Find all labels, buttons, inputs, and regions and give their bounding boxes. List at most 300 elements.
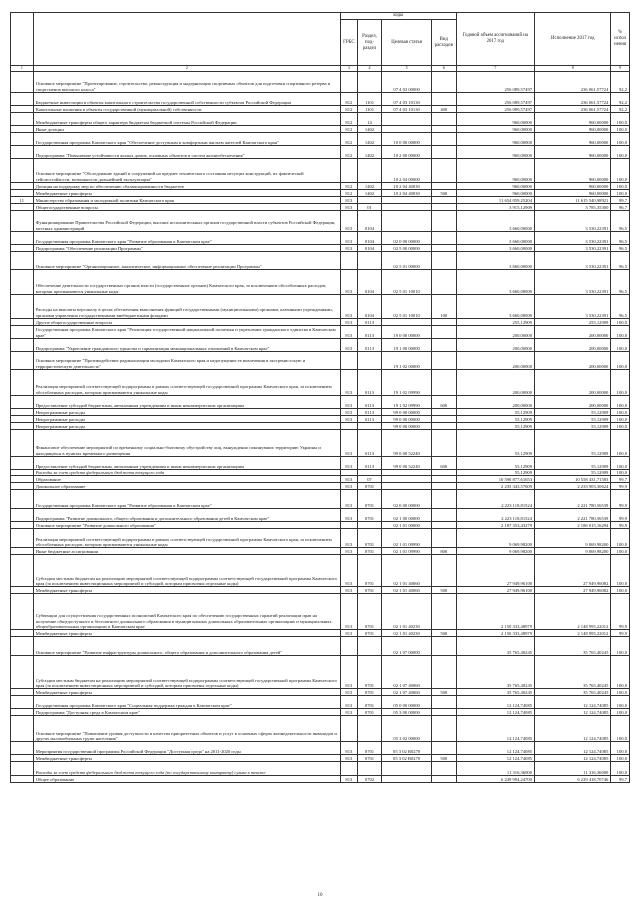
row-grbs: 813 [341, 295, 358, 319]
row-budget: 11 316,36000 [456, 762, 534, 776]
row-expense-type [431, 656, 456, 689]
row-target [382, 204, 432, 211]
row-expense-type [431, 483, 456, 490]
row-grbs: 812 [341, 146, 358, 159]
table-body [11, 72, 630, 783]
row-number [11, 742, 34, 755]
row-name: Субвенции для осуществления государственных полномочий Камчатского края по обеспечению государственных гарантий реализации прав на получение общедоступного и бесплатного дошкольного образования в муниципальных дошкольных образовательных организациях и муниципальных общеобразовательных организациях в Камчатском крае [33, 594, 340, 630]
row-budget: 200,00000 [456, 396, 534, 409]
row-percent: 100,0 [611, 689, 630, 696]
row-execution: 255,12909 [535, 319, 611, 326]
table-row [11, 245, 630, 252]
row-grbs [341, 252, 358, 270]
row-budget: 960,00000 [456, 159, 534, 183]
row-section: 0113 [357, 339, 382, 352]
col-num: 5 [382, 66, 432, 72]
row-section: 0104 [357, 270, 382, 295]
row-name: Межбюджетные трансферты [33, 190, 340, 197]
col-num: 9 [611, 66, 630, 72]
row-percent: 100,0 [611, 555, 630, 587]
row-expense-type [431, 352, 456, 370]
row-name: Основное мероприятие "Обследование зданий и сооружений на предмет технического состояния несущих конструкций, их фактической сейсмостойкости, возможности дальнейшей эксплуатации" [33, 159, 340, 183]
row-name: Межбюджетные трансферты [33, 630, 340, 637]
row-grbs: 813 [341, 709, 358, 716]
table-row [11, 716, 630, 742]
row-section: 0701 [357, 594, 382, 630]
row-name: Подпрограмма "Обеспечение реализации Программы" [33, 245, 340, 252]
row-section: 01 [357, 204, 382, 211]
row-target: 07 4 03 10130 [382, 106, 432, 113]
table-row [11, 416, 630, 423]
row-grbs: 813 [341, 630, 358, 637]
row-percent: 100,0 [611, 326, 630, 339]
row-number [11, 326, 34, 339]
row-section: 0701 [357, 555, 382, 587]
row-number [11, 204, 34, 211]
row-section: 0701 [357, 509, 382, 522]
row-expense-type [431, 430, 456, 457]
row-percent: 100,0 [611, 319, 630, 326]
row-name: Субсидии местным бюджетам на реализацию мероприятий соответствующей подпрограммы соответствующей государственной программы Камчатского края (за исключением инвестиционных мероприятий и субсидий, которым присвоены отдельные коды) [33, 555, 340, 587]
row-target: 19 0 00 00000 [382, 326, 432, 339]
row-budget: 256 089,57497 [456, 106, 534, 113]
row-target [382, 197, 432, 204]
row-number [11, 522, 34, 529]
row-expense-type [431, 252, 456, 270]
row-name: Подпрограмма "Развитие дошкольного, общего образования и дополнительного образования детей в Камчатском крае" [33, 509, 340, 522]
row-budget: 2 223 118,81524 [456, 490, 534, 509]
row-section: 0701 [357, 490, 382, 509]
row-percent: 100,0 [611, 133, 630, 146]
row-target: 02 1 01 09990 [382, 529, 432, 548]
row-name: Министерство образования и молодежной политики Камчатского края [33, 197, 340, 204]
row-target: 02 1 07 00000 [382, 637, 432, 656]
row-grbs: 813 [341, 457, 358, 470]
row-budget: 3 660,00000 [456, 232, 534, 245]
row-expense-type [431, 696, 456, 709]
row-grbs: 813 [341, 476, 358, 483]
row-execution: 55,12909 [535, 423, 611, 430]
row-budget: 3 660,00000 [456, 245, 534, 252]
row-section: 1402 [357, 126, 382, 133]
row-budget: 960,00000 [456, 133, 534, 146]
row-budget: 960,00000 [456, 146, 534, 159]
row-expense-type [431, 270, 456, 295]
row-budget: 11 654 059,25204 [456, 197, 534, 204]
row-execution: 236 061,57724 [535, 106, 611, 113]
row-target: 10 2 04 00000 [382, 159, 432, 183]
row-execution: 2 221 780,56539 [535, 509, 611, 522]
row-percent: 100,0 [611, 457, 630, 470]
row-grbs [341, 159, 358, 183]
row-grbs: 813 [341, 689, 358, 696]
row-grbs [341, 716, 358, 742]
row-percent: 100,0 [611, 409, 630, 416]
row-grbs: 813 [341, 339, 358, 352]
row-target: 19 1 02 09990 [382, 396, 432, 409]
row-expense-type [431, 709, 456, 716]
row-expense-type [431, 594, 456, 630]
row-name: Государственная программа Камчатского края "Социальная поддержка граждан в Камчатском крае" [33, 696, 340, 709]
row-execution: 35 765,40245 [535, 689, 611, 696]
row-section: 1402 [357, 146, 382, 159]
row-execution: 35 765,40245 [535, 656, 611, 689]
table-row [11, 126, 630, 133]
row-budget: 9 069,98200 [456, 529, 534, 548]
row-number [11, 190, 34, 197]
row-percent: 100,0 [611, 416, 630, 423]
table-row [11, 594, 630, 630]
row-name: Основное мероприятие "Развитие инфраструктуры дошкольного, общего образования и дополнительного образования детей" [33, 637, 340, 656]
row-grbs: 813 [341, 548, 358, 555]
row-number [11, 370, 34, 396]
row-name: Бюджетные инвестиции в объекты капитального строительства государственной собственности субъектов Российской Федерации [33, 93, 340, 106]
row-expense-type [431, 416, 456, 423]
row-name: Непрограммные расходы [33, 416, 340, 423]
row-execution: 236 061,57724 [535, 93, 611, 106]
row-target: 02 1 01 40060 [382, 555, 432, 587]
row-percent: 100,0 [611, 587, 630, 594]
row-expense-type [431, 555, 456, 587]
row-expense-type [431, 776, 456, 783]
table-row [11, 190, 630, 197]
row-section: 0113 [357, 416, 382, 423]
row-budget: 200,00000 [456, 339, 534, 352]
row-budget: 35 765,40245 [456, 637, 534, 656]
row-percent: 100,0 [611, 716, 630, 742]
row-number [11, 529, 34, 548]
row-number [11, 416, 34, 423]
row-section [357, 72, 382, 93]
row-budget: 55,12909 [456, 416, 534, 423]
row-percent: 100,0 [611, 190, 630, 197]
row-percent: 100,0 [611, 352, 630, 370]
row-section: 0113 [357, 319, 382, 326]
row-name: Общее образование [33, 776, 340, 783]
row-percent: 100,0 [611, 470, 630, 476]
row-budget: 960,00000 [456, 183, 534, 190]
row-grbs: 812 [341, 133, 358, 146]
row-target: 10 0 00 00000 [382, 133, 432, 146]
row-expense-type [431, 197, 456, 204]
table-row [11, 529, 630, 548]
table-row [11, 204, 630, 211]
row-number [11, 716, 34, 742]
row-name: Функционирование Правительства Российской Федерации, высших исполнительных органов государственной власти субъектов Российской Федерации, местных администраций [33, 211, 340, 232]
row-grbs: 813 [341, 696, 358, 709]
row-number [11, 232, 34, 245]
row-number [11, 656, 34, 689]
row-section: 1101 [357, 93, 382, 106]
table-row [11, 113, 630, 126]
row-expense-type [431, 146, 456, 159]
row-budget: 255,12909 [456, 319, 534, 326]
row-percent: 92,2 [611, 93, 630, 106]
row-grbs: 813 [341, 755, 358, 762]
row-target: 05 3 02 00000 [382, 716, 432, 742]
table-row [11, 352, 630, 370]
row-target: 02 1 01 40230 [382, 594, 432, 630]
table-row [11, 409, 630, 416]
row-section: 0701 [357, 689, 382, 696]
row-grbs: 812 [341, 113, 358, 126]
row-section: 14 [357, 113, 382, 126]
row-grbs: 812 [341, 126, 358, 133]
header-execution: Исполнение 2017 год [535, 13, 611, 66]
row-target [382, 483, 432, 490]
budget-table [10, 12, 630, 783]
row-target: 10 2 04 40030 [382, 183, 432, 190]
row-grbs: 813 [341, 232, 358, 245]
row-expense-type: 500 [431, 689, 456, 696]
row-section: 0104 [357, 245, 382, 252]
col-num: 2 [33, 66, 340, 72]
row-grbs: 813 [341, 270, 358, 295]
row-number [11, 555, 34, 587]
row-target: 02 1 01 09990 [382, 548, 432, 555]
row-percent: 99,9 [611, 509, 630, 522]
row-section [357, 716, 382, 742]
row-target [382, 113, 432, 126]
row-expense-type: 400 [431, 106, 456, 113]
row-section [357, 762, 382, 776]
row-grbs: 813 [341, 416, 358, 423]
header-target: Целевая статья [382, 20, 432, 66]
row-expense-type [431, 319, 456, 326]
row-number [11, 409, 34, 416]
row-expense-type [431, 93, 456, 106]
table-row [11, 689, 630, 696]
row-number [11, 295, 34, 319]
row-expense-type: 100 [431, 295, 456, 319]
row-budget: 12 124,74085 [456, 742, 534, 755]
row-grbs: 813 [341, 204, 358, 211]
row-name: Образование [33, 476, 340, 483]
row-section: 0113 [357, 457, 382, 470]
row-number [11, 72, 34, 93]
row-target: 02 1 01 40060 [382, 587, 432, 594]
row-percent: 92,2 [611, 106, 630, 113]
row-number [11, 483, 34, 490]
row-expense-type [431, 204, 456, 211]
row-number [11, 339, 34, 352]
row-expense-type [431, 232, 456, 245]
row-name: Реализация мероприятий соответствующей подпрограммы в рамках соответствующей государственной программы Камчатского края, за исключением обособленных расходов, которым присваиваются уникальные коды [33, 370, 340, 396]
table-row [11, 295, 630, 319]
row-section: 0113 [357, 396, 382, 409]
table-row [11, 197, 630, 204]
row-number [11, 457, 34, 470]
row-percent: 100,0 [611, 755, 630, 762]
row-percent: 100,0 [611, 656, 630, 689]
row-target: 19 1 02 00000 [382, 352, 432, 370]
row-number [11, 762, 34, 776]
row-name: Реализация мероприятий соответствующей подпрограммы в рамках соответствующей государственной программы Камчатского края, за исключением обособленных расходов, которым присваиваются уникальные коды [33, 529, 340, 548]
row-section: 0113 [357, 326, 382, 339]
row-name: Общегосударственные вопросы [33, 204, 340, 211]
row-section: 0701 [357, 742, 382, 755]
row-grbs: 812 [341, 190, 358, 197]
table-row [11, 656, 630, 689]
row-expense-type [431, 716, 456, 742]
row-percent: 100,0 [611, 126, 630, 133]
row-section: 0701 [357, 630, 382, 637]
row-budget: 55,12909 [456, 470, 534, 476]
row-budget: 3 915,12909 [456, 204, 534, 211]
row-target: 02 1 07 40060 [382, 656, 432, 689]
row-budget: 55,12909 [456, 409, 534, 416]
col-num: 8 [535, 66, 611, 72]
row-budget: 35 765,40245 [456, 656, 534, 689]
row-percent: 100,0 [611, 370, 630, 396]
row-percent: 100,0 [611, 529, 630, 548]
row-execution: 3 530,22391 [535, 245, 611, 252]
table-row [11, 270, 630, 295]
header-col-name [33, 13, 340, 66]
row-name: Дошкольное образование [33, 483, 340, 490]
row-budget: 2 187 353,43279 [456, 522, 534, 529]
row-number [11, 183, 34, 190]
row-budget: 9 069,98200 [456, 548, 534, 555]
row-execution: 55,12909 [535, 416, 611, 423]
row-budget: 256 089,57497 [456, 93, 534, 106]
row-number [11, 490, 34, 509]
row-percent: 100,0 [611, 762, 630, 776]
row-execution: 9 069,98200 [535, 529, 611, 548]
row-budget: 10 590 877,61653 [456, 476, 534, 483]
row-number [11, 113, 34, 126]
row-number [11, 476, 34, 483]
row-name: Капитальные вложения в объекты государственной (муниципальной) собственности [33, 106, 340, 113]
row-name: Иные дотации [33, 126, 340, 133]
row-percent: 96,5 [611, 295, 630, 319]
row-budget: 256 089,57497 [456, 72, 534, 93]
table-row [11, 483, 630, 490]
row-number [11, 396, 34, 409]
row-grbs [341, 762, 358, 776]
row-expense-type [431, 339, 456, 352]
row-percent: 100,0 [611, 548, 630, 555]
row-expense-type [431, 326, 456, 339]
row-percent: 100,0 [611, 146, 630, 159]
col-num: 4 [357, 66, 382, 72]
row-number [11, 93, 34, 106]
row-execution: 200,00000 [535, 339, 611, 352]
row-expense-type [431, 133, 456, 146]
row-number [11, 423, 34, 430]
row-budget: 2 223 118,81524 [456, 509, 534, 522]
row-number [11, 146, 34, 159]
row-budget: 12 124,74085 [456, 696, 534, 709]
row-number [11, 755, 34, 762]
row-budget: 2 235 343,57609 [456, 483, 534, 490]
row-section [357, 637, 382, 656]
row-expense-type: 500 [431, 190, 456, 197]
row-grbs [341, 352, 358, 370]
row-expense-type: 600 [431, 457, 456, 470]
row-section: 0701 [357, 529, 382, 548]
row-grbs [341, 423, 358, 430]
table-row [11, 490, 630, 509]
table-row [11, 326, 630, 339]
row-execution: 12 124,74085 [535, 742, 611, 755]
row-number: 11 [11, 197, 34, 204]
row-budget: 55,12909 [456, 423, 534, 430]
row-number [11, 594, 34, 630]
row-budget: 55,12909 [456, 457, 534, 470]
table-row [11, 146, 630, 159]
row-grbs: 813 [341, 197, 358, 204]
row-grbs [341, 522, 358, 529]
row-section: 07 [357, 476, 382, 483]
row-budget: 960,00000 [456, 113, 534, 126]
row-grbs: 813 [341, 370, 358, 396]
row-percent: 99,7 [611, 197, 630, 204]
row-target: 99 0 00 52240 [382, 457, 432, 470]
header-row-codes [11, 13, 630, 20]
row-budget: 960,00000 [456, 126, 534, 133]
row-budget: 55,12909 [456, 430, 534, 457]
row-section: 1101 [357, 106, 382, 113]
row-name: Обеспечение деятельности государственных органов власти (государственных органов) Камчатского края, за исключением обособленных расходов, которым присваиваются уникальные коды [33, 270, 340, 295]
row-percent: 100,0 [611, 637, 630, 656]
row-percent: 96,7 [611, 204, 630, 211]
row-budget: 200,00000 [456, 370, 534, 396]
row-execution: 9 069,98200 [535, 548, 611, 555]
table-row [11, 93, 630, 106]
row-target: 99 0 00 52240 [382, 430, 432, 457]
table-row [11, 339, 630, 352]
row-grbs: 813 [341, 211, 358, 232]
row-grbs: 813 [341, 594, 358, 630]
row-execution: 55,12909 [535, 430, 611, 457]
row-target: 05 3 02 R0270 [382, 742, 432, 755]
row-execution: 55,12909 [535, 470, 611, 476]
row-target: 07 4 03 10130 [382, 93, 432, 106]
row-percent: 100,0 [611, 113, 630, 126]
row-percent: 96,5 [611, 252, 630, 270]
row-name: Иные бюджетные ассигнования [33, 548, 340, 555]
row-percent: 99,7 [611, 476, 630, 483]
row-percent: 100,0 [611, 742, 630, 755]
row-name: Подпрограмма "Доступная среда в Камчатском крае" [33, 709, 340, 716]
row-percent: 100,0 [611, 396, 630, 409]
table-row [11, 211, 630, 232]
table-row [11, 630, 630, 637]
row-name: Основное мероприятие "Развитие дошкольного образования" [33, 522, 340, 529]
row-name: Основное мероприятие "Повышение уровня доступности и качества приоритетных объектов и услуг в основных сферах жизнедеятельности инвалидов и других маломобильных групп населения" [33, 716, 340, 742]
row-grbs: 812 [341, 183, 358, 190]
header-codes: коды [341, 13, 457, 20]
row-execution: 3 530,22391 [535, 270, 611, 295]
row-section: 0701 [357, 709, 382, 716]
row-number [11, 252, 34, 270]
row-execution: 960,00000 [535, 126, 611, 133]
row-expense-type [431, 245, 456, 252]
table-row [11, 396, 630, 409]
header-percent: % испол нения [611, 13, 630, 66]
row-percent: 96,5 [611, 211, 630, 232]
table-row [11, 370, 630, 396]
row-grbs: 813 [341, 509, 358, 522]
table-row [11, 319, 630, 326]
row-number [11, 630, 34, 637]
row-section: 0104 [357, 295, 382, 319]
row-target: 02 5 00 00000 [382, 245, 432, 252]
row-name: Расходы на выплаты персоналу в целях обеспечения выполнения функций государственными (муниципальными) органами, казенными учреждениями, органами управления государственными внебюджетными фондами [33, 295, 340, 319]
col-num: 3 [341, 66, 358, 72]
row-expense-type [431, 637, 456, 656]
